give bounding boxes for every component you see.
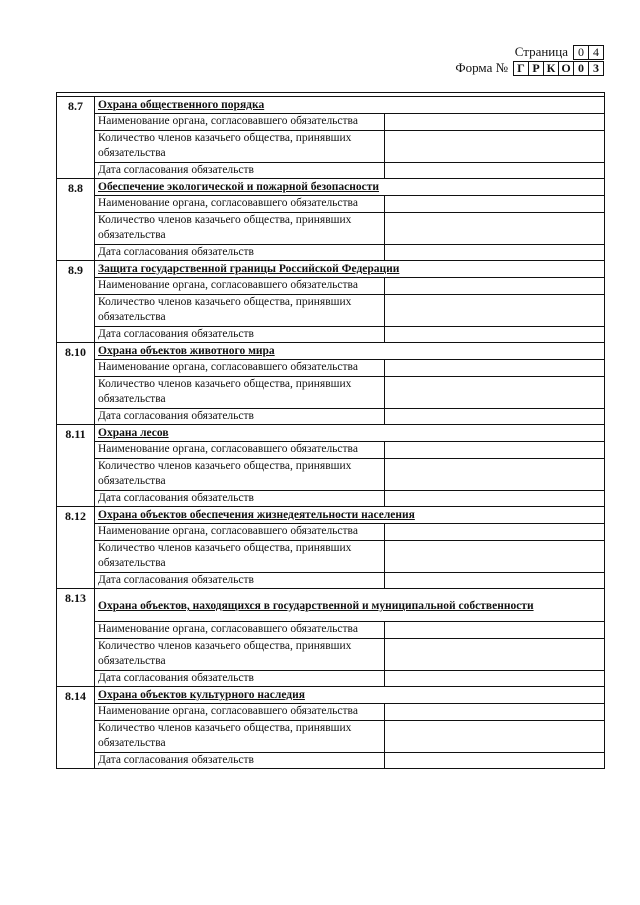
field-row (95, 622, 604, 639)
section-content (95, 179, 604, 260)
field-label: Наименование органа, согласовавшего обязательства (95, 114, 385, 130)
field-label: Дата согласования обязательств (95, 491, 385, 507)
section-content (95, 687, 604, 768)
field-value-cell[interactable] (385, 278, 604, 294)
form-code-boxes (514, 61, 604, 76)
field-row (95, 131, 604, 163)
field-label: Наименование органа, согласовавшего обязательства (95, 524, 385, 540)
section-title: Охрана объектов культурного наследия (95, 687, 604, 704)
form-section (57, 425, 604, 507)
field-row (95, 753, 604, 769)
field-row (95, 295, 604, 327)
section-content (95, 507, 604, 588)
section-number: 8.10 (57, 343, 95, 424)
field-row (95, 409, 604, 425)
form-number-line (455, 60, 604, 76)
field-row (95, 196, 604, 213)
section-title: Обеспечение экологической и пожарной безопасности (95, 179, 604, 196)
form-section (57, 687, 604, 769)
form-code-box: О (558, 61, 574, 76)
section-content (95, 589, 604, 686)
form-code-box: 3 (588, 61, 604, 76)
field-label: Количество членов казачьего общества, принявших обязательства (95, 459, 385, 490)
field-label: Дата согласования обязательств (95, 409, 385, 425)
field-row (95, 573, 604, 589)
form-section (57, 589, 604, 687)
page-digit-box: 4 (588, 45, 604, 60)
field-label: Количество членов казачьего общества, принявших обязательства (95, 213, 385, 244)
field-label: Наименование органа, согласовавшего обязательства (95, 278, 385, 294)
page-number-line (515, 44, 604, 60)
field-label: Дата согласования обязательств (95, 753, 385, 769)
field-value-cell[interactable] (385, 491, 604, 507)
section-content (95, 343, 604, 424)
section-number: 8.12 (57, 507, 95, 588)
field-value-cell[interactable] (385, 721, 604, 752)
obligations-form-table (56, 92, 605, 769)
page-digit-box: 0 (573, 45, 589, 60)
section-title: Защита государственной границы Российской Федерации (95, 261, 604, 278)
field-label: Наименование органа, согласовавшего обязательства (95, 622, 385, 638)
field-label: Дата согласования обязательств (95, 327, 385, 343)
field-label: Количество членов казачьего общества, принявших обязательства (95, 721, 385, 752)
field-value-cell[interactable] (385, 524, 604, 540)
field-row (95, 327, 604, 343)
section-title: Охрана общественного порядка (95, 97, 604, 114)
field-value-cell[interactable] (385, 753, 604, 769)
form-section (57, 507, 604, 589)
field-row (95, 639, 604, 671)
field-row (95, 360, 604, 377)
field-value-cell[interactable] (385, 114, 604, 130)
field-label: Дата согласования обязательств (95, 245, 385, 261)
section-title: Охрана объектов, находящихся в государственной и муниципальной собственности (95, 589, 604, 622)
section-content (95, 97, 604, 178)
field-row (95, 541, 604, 573)
field-value-cell[interactable] (385, 245, 604, 261)
section-number: 8.11 (57, 425, 95, 506)
field-value-cell[interactable] (385, 671, 604, 687)
field-value-cell[interactable] (385, 327, 604, 343)
field-label: Наименование органа, согласовавшего обязательства (95, 704, 385, 720)
form-section (57, 261, 604, 343)
section-title: Охрана объектов обеспечения жизнедеятельности населения (95, 507, 604, 524)
field-value-cell[interactable] (385, 360, 604, 376)
form-section (57, 343, 604, 425)
field-label: Дата согласования обязательств (95, 671, 385, 687)
field-row (95, 704, 604, 721)
field-row (95, 213, 604, 245)
section-number: 8.13 (57, 589, 95, 686)
field-value-cell[interactable] (385, 622, 604, 638)
field-value-cell[interactable] (385, 541, 604, 572)
form-code-box: К (543, 61, 559, 76)
field-label: Наименование органа, согласовавшего обязательства (95, 442, 385, 458)
field-row (95, 491, 604, 507)
field-row (95, 721, 604, 753)
field-row (95, 377, 604, 409)
field-value-cell[interactable] (385, 295, 604, 326)
field-label: Количество членов казачьего общества, принявших обязательства (95, 377, 385, 408)
field-label: Количество членов казачьего общества, принявших обязательства (95, 131, 385, 162)
section-number: 8.8 (57, 179, 95, 260)
field-value-cell[interactable] (385, 639, 604, 670)
field-value-cell[interactable] (385, 131, 604, 162)
field-row (95, 671, 604, 687)
field-row (95, 459, 604, 491)
field-value-cell[interactable] (385, 196, 604, 212)
field-row (95, 524, 604, 541)
field-label: Количество членов казачьего общества, принявших обязательства (95, 295, 385, 326)
field-value-cell[interactable] (385, 213, 604, 244)
field-value-cell[interactable] (385, 163, 604, 179)
section-number: 8.9 (57, 261, 95, 342)
field-value-cell[interactable] (385, 377, 604, 408)
field-value-cell[interactable] (385, 409, 604, 425)
field-row (95, 278, 604, 295)
section-title: Охрана объектов животного мира (95, 343, 604, 360)
field-label: Дата согласования обязательств (95, 573, 385, 589)
form-label: Форма № (455, 60, 508, 75)
form-section (57, 97, 604, 179)
field-label: Наименование органа, согласовавшего обязательства (95, 196, 385, 212)
field-label: Дата согласования обязательств (95, 163, 385, 179)
field-label: Количество членов казачьего общества, принявших обязательства (95, 541, 385, 572)
field-value-cell[interactable] (385, 459, 604, 490)
field-value-cell[interactable] (385, 442, 604, 458)
page-label: Страница (514, 44, 568, 59)
section-number: 8.14 (57, 687, 95, 768)
form-section (57, 179, 604, 261)
field-label: Количество членов казачьего общества, принявших обязательства (95, 639, 385, 670)
page-number-boxes (574, 45, 604, 60)
field-row (95, 245, 604, 261)
section-number: 8.7 (57, 97, 95, 178)
form-code-box: Г (513, 61, 529, 76)
field-label: Наименование органа, согласовавшего обязательства (95, 360, 385, 376)
section-content (95, 425, 604, 506)
form-code-box: Р (528, 61, 544, 76)
field-value-cell[interactable] (385, 704, 604, 720)
section-content (95, 261, 604, 342)
field-value-cell[interactable] (385, 573, 604, 589)
section-title: Охрана лесов (95, 425, 604, 442)
field-row (95, 114, 604, 131)
field-row (95, 442, 604, 459)
form-code-box: 0 (573, 61, 589, 76)
field-row (95, 163, 604, 179)
